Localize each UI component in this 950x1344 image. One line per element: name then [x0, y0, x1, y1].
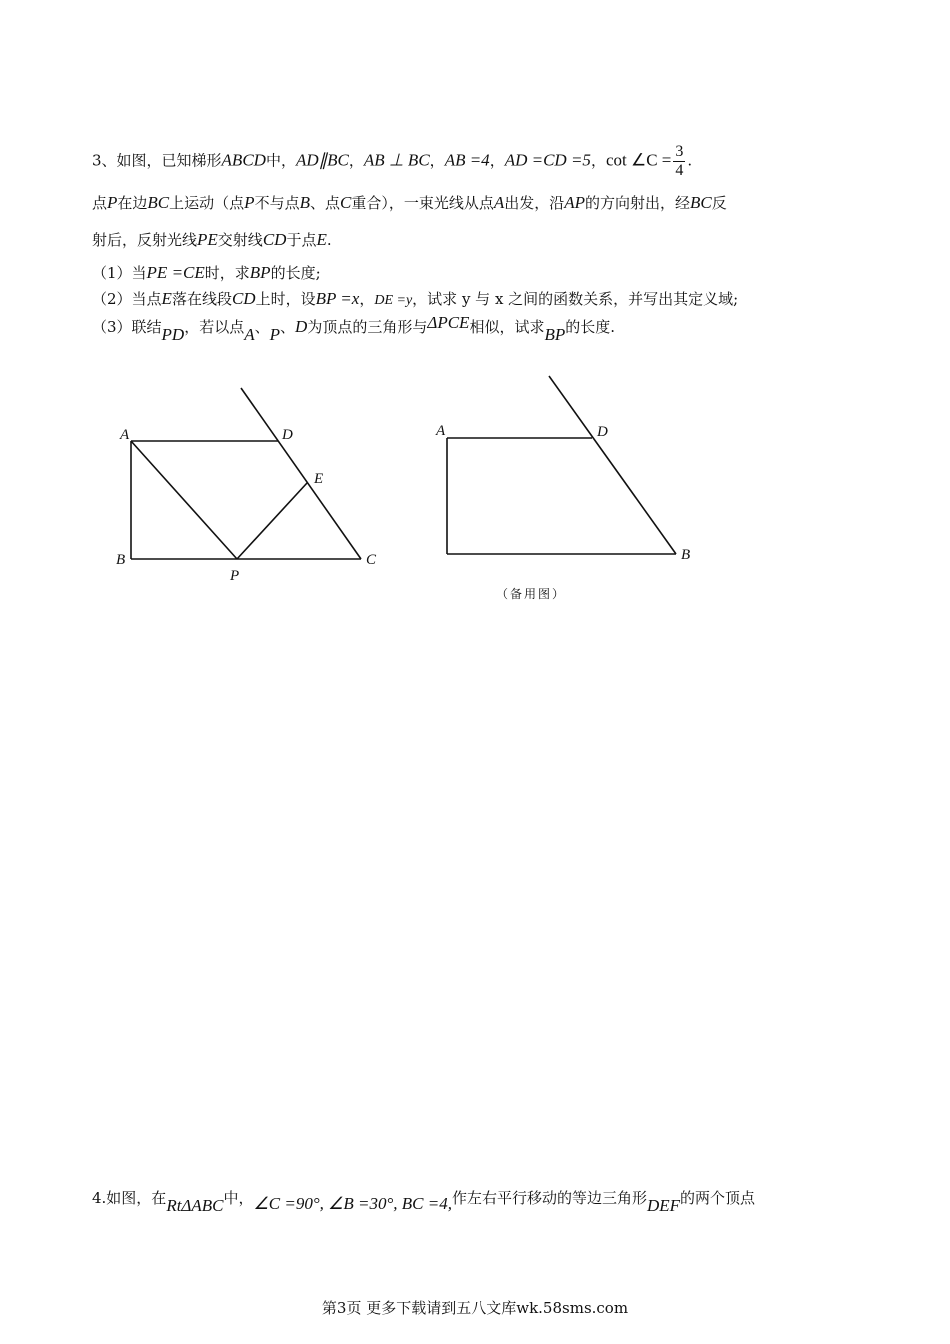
cot-condition: cot ∠C = — [605, 150, 672, 170]
ad-cd-length: AD =CD =5 — [504, 150, 591, 170]
label-p: P — [230, 568, 240, 584]
question-1: （1）当PE =CE时，求BP的长度; — [92, 263, 321, 282]
fraction-three-quarters: $\frac{3}{4}$ — [675, 143, 684, 179]
label-c: C — [366, 552, 377, 568]
problem4-line1: 4.如图，在RtΔABC中，∠C =90°, ∠B =30°, BC =4,作左右平行移动的等边三角形DEF的两个顶点 — [92, 1189, 756, 1215]
label-d: D — [282, 427, 293, 443]
segment-pe — [237, 483, 307, 559]
page-footer: 第3页 更多下载请到五八文库wk.58sms.com — [321, 1299, 629, 1317]
problem3-line3: 射后，反射光线PE交射线CD于点E. — [92, 230, 332, 249]
figure-main — [100, 375, 400, 595]
label-d-spare: D — [597, 424, 608, 440]
ray-db — [549, 376, 676, 554]
perpendicular-condition: AB ⊥ BC — [363, 150, 430, 170]
figure-spare-svg — [425, 365, 705, 575]
trapezoid-name: ABCD — [221, 150, 266, 170]
question-2: （2）当点E落在线段CD上时，设BP =x，DE =y，试求 y 与 x 之间的函数关系，并写出其定义域; — [92, 289, 739, 308]
parallel-condition: AD∥BC — [295, 150, 349, 170]
figure-spare — [425, 365, 705, 575]
question-3: （3）联结PD，若以点A、P、D为顶点的三角形与ΔPCE相似，试求BP的长度. — [92, 313, 616, 344]
ray-cd — [241, 388, 361, 559]
problem3-line2: 点P在边BC上运动（点P不与点B、点C重合），一束光线从点A出发，沿AP的方向射出，经BC反 — [92, 193, 727, 212]
label-e: E — [314, 471, 324, 487]
label-b-spare: B — [681, 547, 691, 563]
label-a-spare: A — [436, 423, 446, 439]
label-a: A — [120, 427, 130, 443]
label-b: B — [116, 552, 126, 568]
segment-ap — [131, 441, 237, 559]
figure-main-svg — [100, 375, 400, 595]
problem3-line1: 3、如图，已知梯形ABCD中，AD∥BC，AB ⊥ BC，AB =4，AD =CD =5，cot ∠C = $\frac{3}{4}$ . — [92, 143, 693, 179]
ab-length: AB =4 — [444, 150, 490, 170]
spare-figure-caption: （备用图） — [496, 587, 567, 601]
